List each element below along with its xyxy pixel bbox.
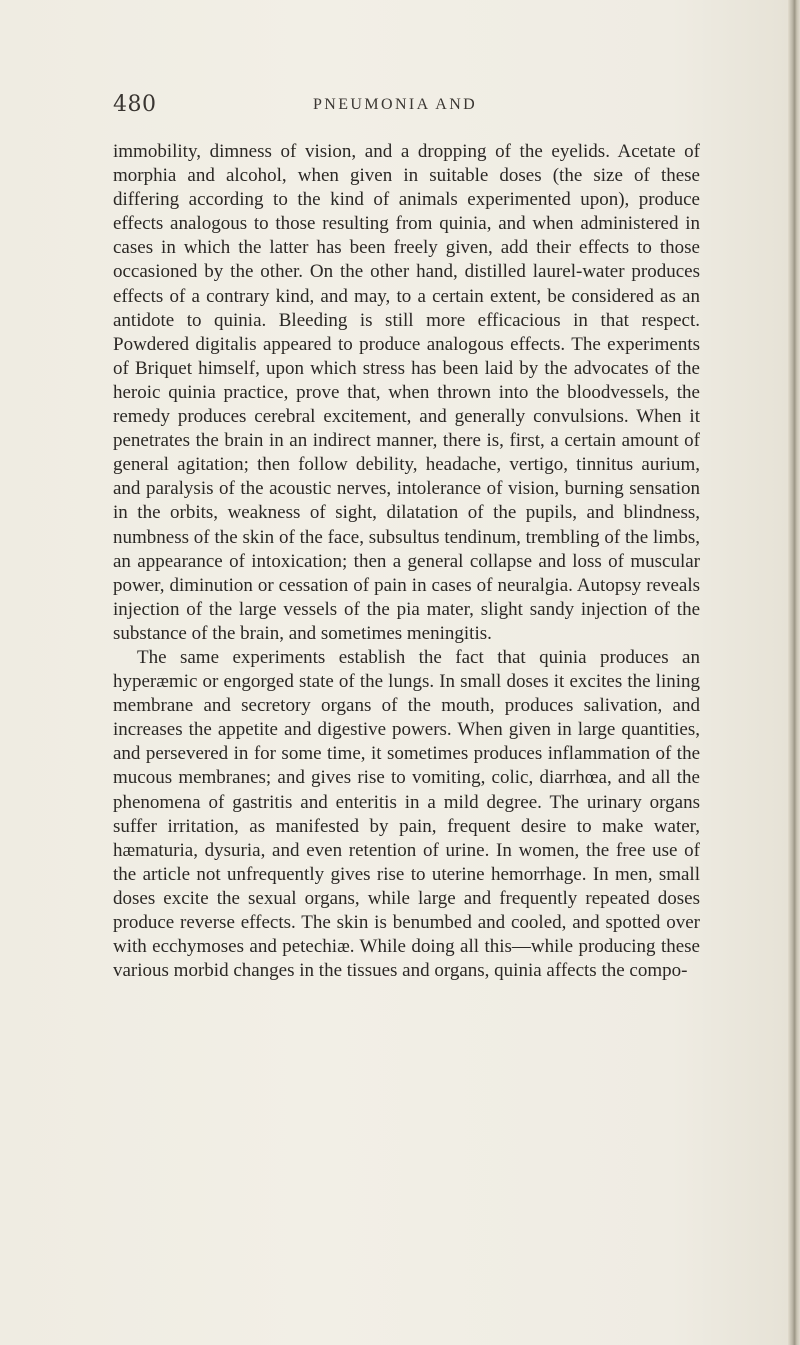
- body-text: [113, 140, 700, 983]
- page-edge-shadow: [788, 0, 800, 1345]
- page-header: [113, 92, 698, 122]
- paragraph: The same experiments establish the fact that quinia produces an hyperæmic or engorged state of the lungs. In small doses it excites the lining membrane and secretory organs of the mouth, produces salivation, and increases the appetite and digestive powers. When given in large quantities, and persevered in for some time, it sometimes produces inflammation of the mucous membranes; and gives rise to vomiting, colic, diarrhœa, and all the phenomena of gastritis and enteritis in a mild degree. The urinary organs suffer irritation, as manifested by pain, frequent desire to make water, hæmaturia, dysuria, and even retention of urine. In women, the free use of the article not unfrequently gives rise to uterine hemorrhage. In men, small doses excite the sexual organs, while large and frequently repeated doses produce reverse effects. The skin is benumbed and cooled, and spotted over with ecchymoses and petechiæ. While doing all this—while producing these various morbid changes in the tissues and organs, quinia affects the compo-: [113, 646, 700, 982]
- running-head: PNEUMONIA AND: [313, 96, 478, 113]
- page-number: 480: [113, 92, 157, 117]
- paragraph: immobility, dimness of vision, and a dropping of the eyelids. Acetate of morphia and alcohol, when given in suitable doses (the size of these differing according to the kind of animals experimented upon), produce effects analogous to those resulting from quinia, and when administered in cases in which the latter has been freely given, add their effects to those occasioned by the other. On the other hand, distilled laurel-water produces effects of a contrary kind, and may, to a certain extent, be considered as an antidote to quinia. Bleeding is still more efficacious in that respect. Powdered digitalis appeared to produce analogous effects. The experiments of Briquet himself, upon which stress has been laid by the advocates of the heroic quinia practice, prove that, when thrown into the bloodvessels, the remedy produces cerebral excitement, and generally convulsions. When it penetrates the brain in an indirect manner, there is, first, a certain amount of general agitation; then follow debility, headache, vertigo, tinnitus aurium, and paralysis of the acoustic nerves, intolerance of vision, burning sensation in the orbits, weakness of sight, dilatation of the pupils, and blindness, numbness of the skin of the face, subsultus tendinum, trembling of the limbs, an appearance of intoxication; then a general collapse and loss of muscular power, diminution or cessation of pain in cases of neuralgia. Autopsy reveals injection of the large vessels of the pia mater, slight sandy injection of the substance of the brain, and sometimes meningitis.: [113, 141, 700, 644]
